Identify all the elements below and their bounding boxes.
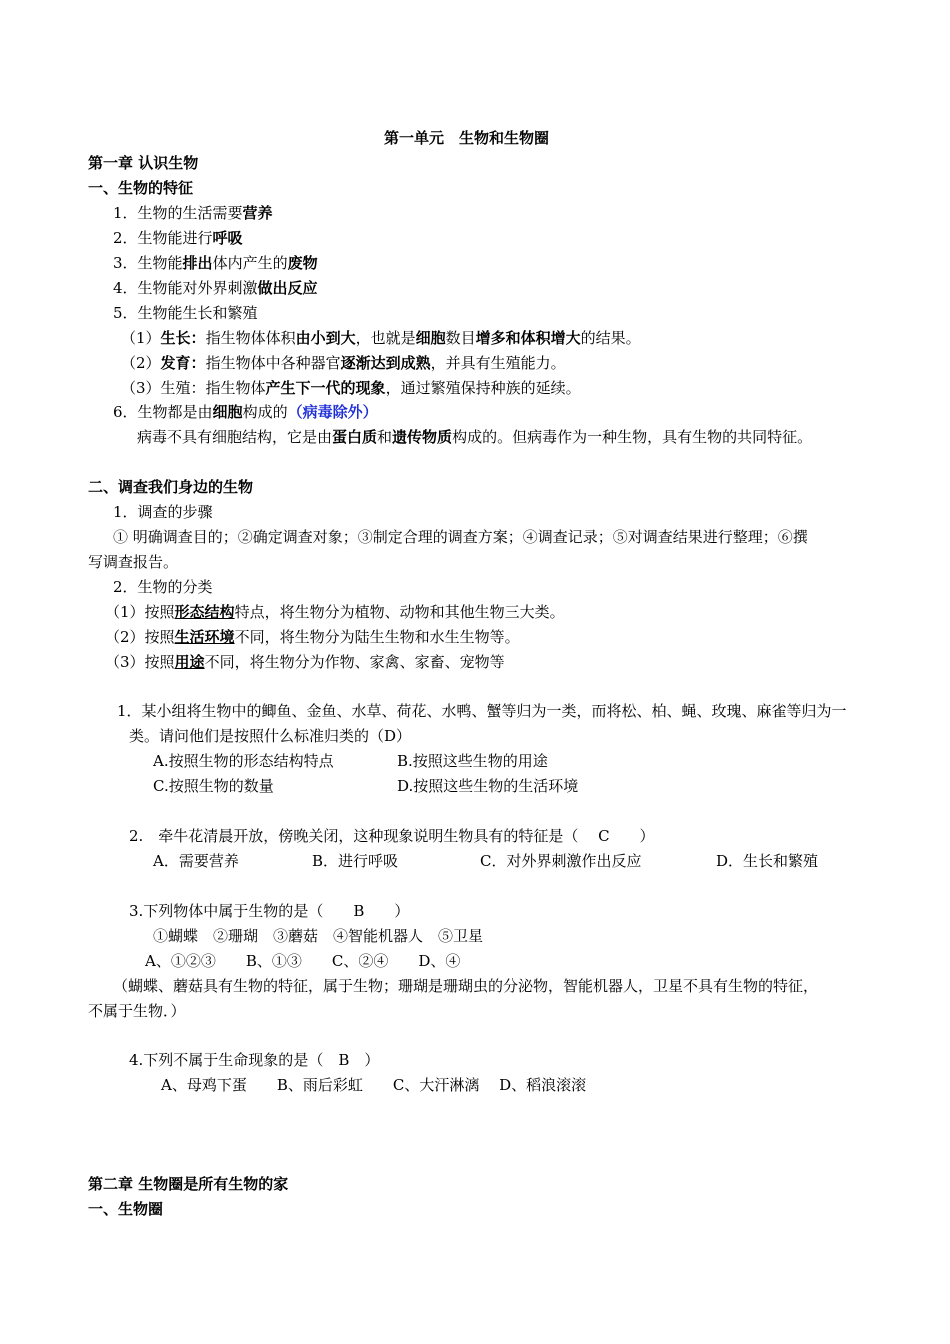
classification-item-1: （1）按照形态结构特点，将生物分为植物、动物和其他生物三大类。 [105, 603, 565, 621]
survey-steps-line-1: ① 明确调查目的；②确定调查对象；③制定合理的调查方案；④调查记录；⑤对调查结果进行整理；⑥撰 [113, 528, 808, 546]
section-1-heading: 一、生物的特征 [88, 179, 194, 197]
question-1-line-2: 类。请问他们是按照什么标准归类的（D） [129, 727, 412, 745]
reproduction-definition: （3）生殖：指生物体产生下一代的现象，通过繁殖保持种族的延续。 [121, 379, 581, 397]
question-2-option-a: A．需要营养 [153, 852, 239, 870]
development-definition: （2）发育：指生物体中各种器官逐渐达到成熟，并具有生殖能力。 [121, 354, 566, 372]
question-3-items: ①蝴蝶 ②珊瑚 ③蘑菇 ④智能机器人 ⑤卫星 [153, 927, 484, 945]
question-1-option-a: A.按照生物的形态结构特点 [153, 752, 334, 770]
question-1-option-c: C.按照生物的数量 [153, 777, 274, 795]
virus-exception-note: （病毒除外） [287, 403, 378, 421]
question-3-options: A、①②③ B、①③ C、②④ D、④ [145, 952, 461, 970]
feature-item-4: 4．生物能对外界刺激做出反应 [113, 279, 318, 297]
chapter-2-heading: 第二章 生物圈是所有生物的家 [88, 1175, 289, 1193]
classification-title: 2．生物的分类 [113, 578, 213, 596]
page-title: 第一单元 生物和生物圈 [384, 129, 550, 147]
virus-note: 病毒不具有细胞结构，它是由蛋白质和遗传物质构成的。但病毒作为一种生物，具有生物的共同特征。 [137, 428, 813, 446]
survey-steps-line-2: 写调查报告。 [88, 553, 179, 571]
question-1-option-b: B.按照这些生物的用途 [397, 752, 548, 770]
feature-item-5: 5．生物能生长和繁殖 [113, 304, 258, 322]
question-2-option-d: D．生长和繁殖 [716, 852, 819, 870]
question-3-stem: 3.下列物体中属于生物的是（ B ） [129, 902, 410, 920]
question-2-stem: 2. 牵牛花清晨开放，傍晚关闭，这种现象说明生物具有的特征是（ C ） [129, 827, 655, 845]
chapter-2-section-1-heading: 一、生物圈 [88, 1200, 164, 1218]
question-1-option-d: D.按照这些生物的生活环境 [397, 777, 579, 795]
feature-item-1: 1．生物的生活需要营养 [113, 204, 273, 222]
classification-item-3: （3）按照用途不同，将生物分为作物、家禽、家畜、宠物等 [105, 653, 505, 671]
chapter-1-heading: 第一章 认识生物 [88, 154, 199, 172]
feature-item-3: 3．生物能排出体内产生的废物 [113, 254, 318, 272]
question-3-explanation-1: （蝴蝶、蘑菇具有生物的特征，属于生物；珊瑚是珊瑚虫的分泌物，智能机器人，卫星不具有生物的特征， [113, 977, 819, 995]
question-4-stem: 4.下列不属于生命现象的是（ B ） [129, 1051, 380, 1069]
classification-item-2: （2）按照生活环境不同，将生物分为陆生生物和水生生物等。 [105, 628, 520, 646]
survey-steps-title: 1．调查的步骤 [113, 503, 213, 521]
question-1-line-1: 1．某小组将生物中的鲫鱼、金鱼、水草、荷花、水鸭、蟹等归为一类，而将松、柏、蝇、玫瑰、麻雀等归为一 [117, 702, 847, 720]
question-4-options: A、母鸡下蛋 B、雨后彩虹 C、大汗淋漓 D、稻浪滚滚 [161, 1076, 587, 1094]
growth-definition: （1）生长：指生物体体积由小到大，也就是细胞数目增多和体积增大的结果。 [121, 329, 641, 347]
question-3-explanation-2: 不属于生物．） [88, 1002, 186, 1020]
question-2-option-c: C．对外界刺激作出反应 [480, 852, 642, 870]
section-2-heading: 二、调查我们身边的生物 [88, 478, 254, 496]
feature-item-2: 2．生物能进行呼吸 [113, 229, 243, 247]
feature-item-6: 6．生物都是由细胞构成的（病毒除外） [113, 403, 378, 421]
question-2-option-b: B．进行呼吸 [312, 852, 399, 870]
